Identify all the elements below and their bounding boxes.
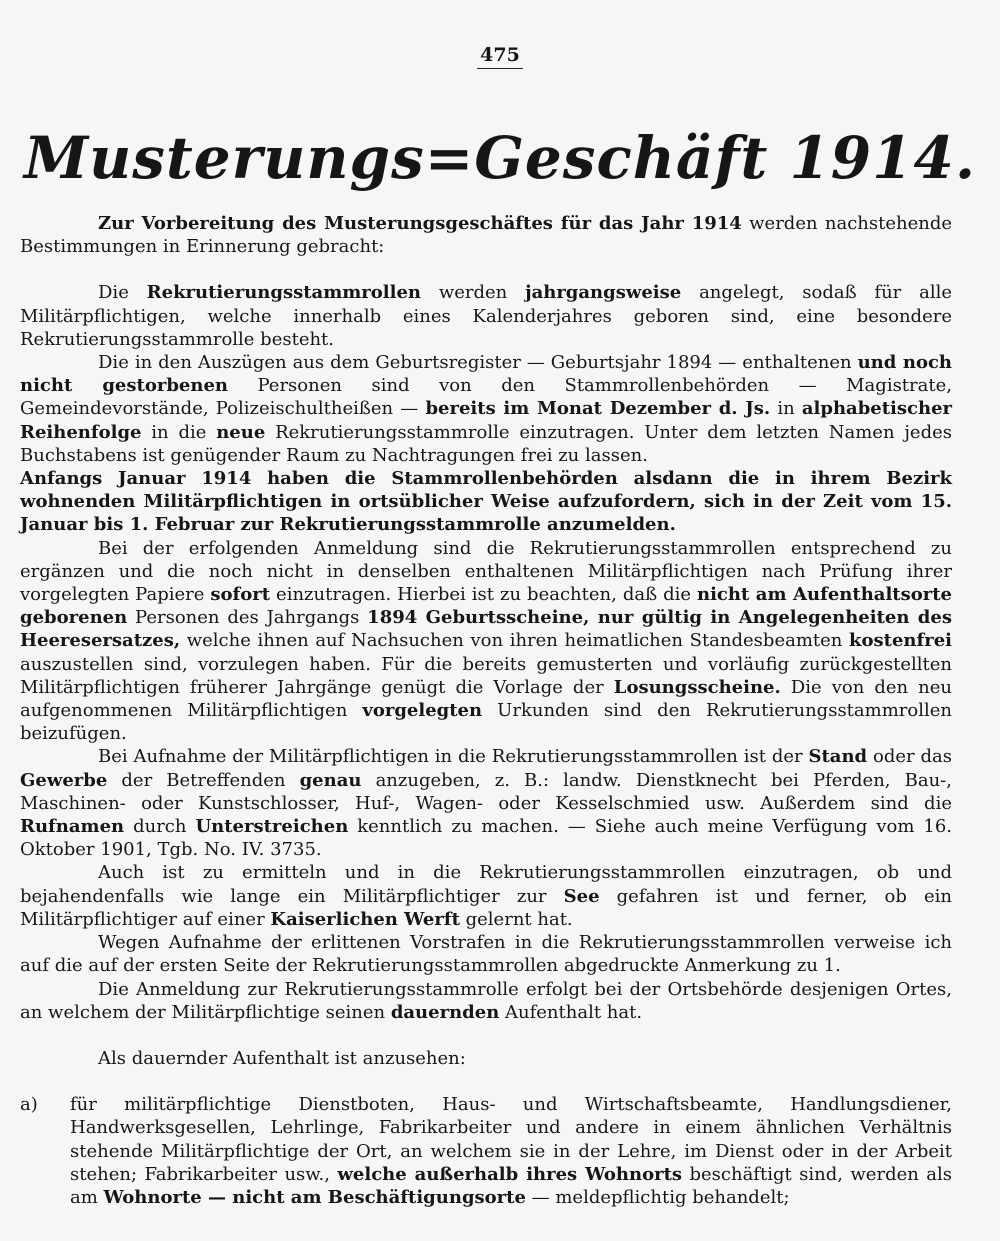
paragraph: Auch ist zu ermitteln und in die Rekrutierungsstammrollen einzutragen, ob und bejahendenfalls wie lange ein Militärpflichtiger zur See gefahren ist und ferner, ob ein Militärpflichtiger auf einer Kaiserlichen Werft gelernt hat. — [20, 862, 953, 930]
paragraph: Die in den Auszügen aus dem Geburtsregister — Geburtsjahr 1894 — enthaltenen und noch nicht gestorbenen Personen sind von den Stammrollenbehörden — Magistrate, Gemeindevorstände, Polizeischultheißen — bereits im Monat Dezember d. Js. in alphabetischer Reihenfolge in die neue Rekrutierungsstammrolle einzutragen. Unter dem letzten Namen jedes Buchstabens ist genügender Raum zu Nachtragungen frei zu lassen. — [20, 352, 953, 466]
paragraph: Wegen Aufnahme der erlittenen Vorstrafen in die Rekrutierungsstammrollen verweise ich auf die auf der ersten Seite der Rekrutierungsstammrollen abgedruckte Anmerkung zu 1. — [20, 932, 952, 977]
list-item-text: für militärpflichtige Dienstboten, Haus- und Wirtschaftsbeamte, Handlungsdiener, Handwerksgesellen, Lehrlinge, Fabrikarbeiter und andere in einem ähnlichen Verhältnis stehende Militärpflichtige der Ort, an welchem sie in der Lehre, im Dienst oder in der Arbeit stehen; Fabrikarbeiter usw., welche außerhalb ihres Wohnorts beschäftigt sind, werden als am Wohnorte — nicht am Beschäftigungsorte — meldepflichtig behandelt; — [70, 1094, 952, 1208]
document-body — [20, 212, 952, 1209]
paragraph: Die Anmeldung zur Rekrutierungsstammrolle erfolgt bei der Ortsbehörde desjenigen Ortes, an welchem der Militärpflichtige seinen dauernden Aufenthalt hat. — [20, 978, 952, 1023]
list-item — [20, 1093, 952, 1209]
page-number: 475 — [0, 44, 1000, 66]
intro-paragraph: Zur Vorbereitung des Musterungsgeschäftes für das Jahr 1914 werden nachstehende Bestimmungen in Erinnerung gebracht: — [20, 213, 953, 258]
paragraph: Die Rekrutierungsstammrollen werden jahrgangsweise angelegt, sodaß für alle Militärpflichtigen, welche innerhalb eines Kalenderjahres geboren sind, eine besondere Rekrutierungsstammrolle besteht. — [20, 282, 952, 350]
list-marker: a) — [20, 1094, 38, 1116]
paragraph: Bei der erfolgenden Anmeldung sind die Rekrutierungsstammrollen entsprechend zu ergänzen und die noch nicht in denselben enthaltenen Militärpflichtigen nach Prüfung ihrer vorgelegten Papiere sofort einzutragen. Hierbei ist zu beachten, daß die nicht am Aufenthaltsorte geborenen Personen des Jahrgangs 1894 Geburtsscheine, nur gültig in Angelegenheiten des Heeresersatzes, welche ihnen auf Nachsuchen von ihren heimatlichen Standesbeamten kostenfrei auszustellen sind, vorzulegen haben. Für die bereits gemusterten und vorläufig zurückgestellten Militärpflichtigen früherer Jahrgänge genügt die Vorlage der Losungsscheine. Die von den neu aufgenommenen Militärpflichtigen vorgelegten Urkunden sind den Rekrutierungsstammrollen beizufügen. — [20, 537, 953, 745]
paragraph: Als dauernder Aufenthalt ist anzusehen: — [98, 1047, 466, 1069]
page-title: Musterungs=Geschäft 1914. — [23, 124, 977, 192]
bold-paragraph: Anfangs Januar 1914 haben die Stammrollenbehörden alsdann die in ihrem Bezirk wohnenden Militärpflichtigen in ortsüblicher Weise aufzufordern, sich in der Zeit vom 15. Januar bis 1. Februar zur Rekrutierungsstammrolle anzumelden. — [20, 468, 952, 536]
paragraph: Bei Aufnahme der Militärpflichtigen in die Rekrutierungsstammrollen ist der Stand oder das Gewerbe der Betreffenden genau anzugeben, z. B.: landw. Dienstknecht bei Pferden, Bau-, Maschinen- oder Kunstschlosser, Huf-, Wagen- oder Kesselschmied usw. Außerdem sind die Rufnamen durch Unterstreichen kenntlich zu machen. — Siehe auch meine Verfügung vom 16. Oktober 1901, Tgb. No. IV. 3735. — [20, 746, 952, 861]
